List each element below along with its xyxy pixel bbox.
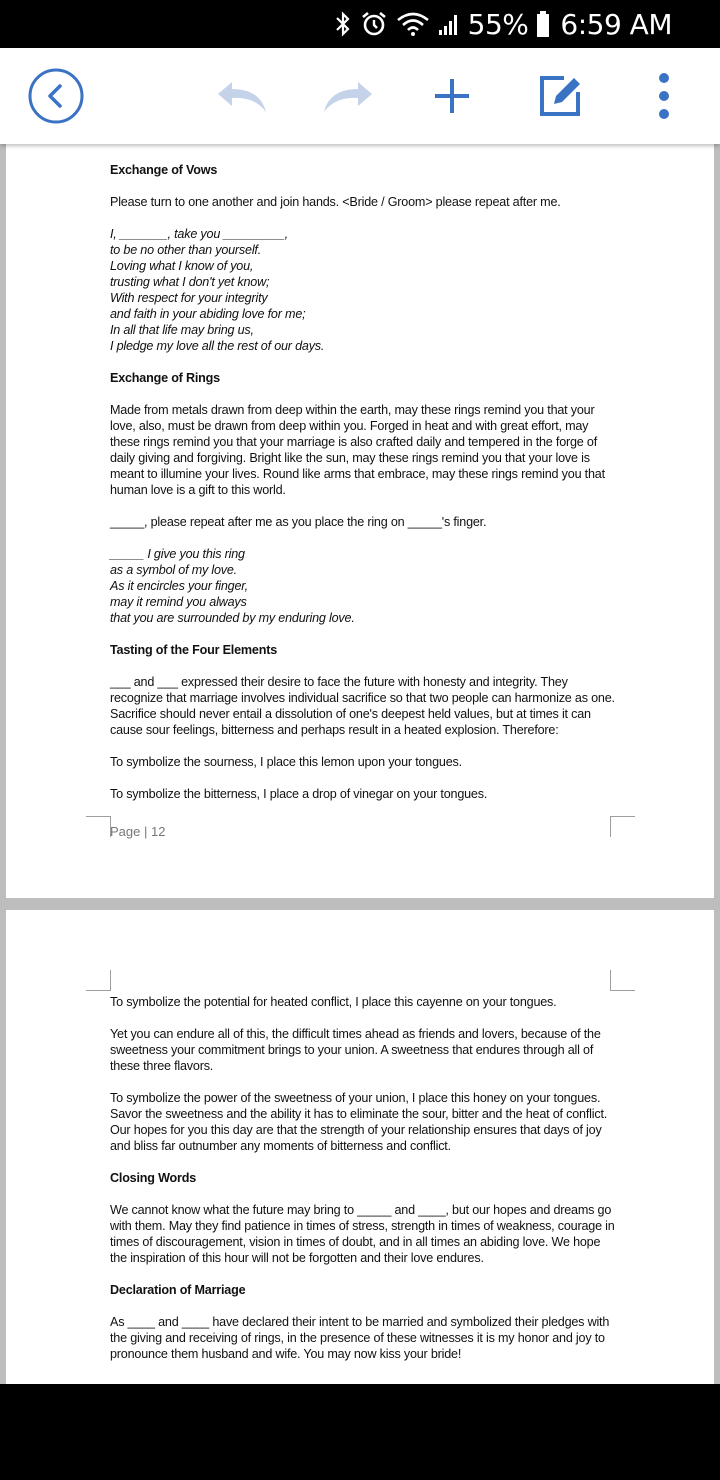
heading-exchange-of-vows: Exchange of Vows xyxy=(110,163,218,177)
undo-icon xyxy=(212,76,272,116)
sourness-line: To symbolize the sourness, I place this lemon upon your tongues. xyxy=(110,755,462,769)
margin-corner-mark xyxy=(86,970,111,991)
ring-line: as a symbol of my love. xyxy=(110,563,237,577)
clock: 6:59 AM xyxy=(560,7,672,41)
ring-line: As it encircles your finger, xyxy=(110,579,248,593)
cayenne-line: To symbolize the potential for heated conflict, I place this cayenne on your tongues. xyxy=(110,995,557,1009)
document-page-12 xyxy=(6,144,714,898)
vow-line: and faith in your abiding love for me; xyxy=(110,307,306,321)
margin-corner-mark xyxy=(86,816,111,837)
undo-button[interactable] xyxy=(212,66,272,126)
page-content xyxy=(110,994,620,1378)
add-button[interactable] xyxy=(422,66,482,126)
vow-line: to be no other than yourself. xyxy=(110,243,262,257)
status-bar xyxy=(0,0,720,48)
redo-icon xyxy=(318,76,378,116)
navigation-area xyxy=(0,1384,720,1480)
ring-line: that you are surrounded by my enduring love. xyxy=(110,611,355,625)
vow-line: I, _______, take you _________, xyxy=(110,227,288,241)
ring-line: may it remind you always xyxy=(110,595,247,609)
page-footer: Page | 12 xyxy=(110,824,166,839)
vow-line: trusting what I don't yet know; xyxy=(110,275,270,289)
redo-button[interactable] xyxy=(318,66,378,126)
edit-icon xyxy=(536,72,584,120)
elements-paragraph: ___ and ___ expressed their desire to face the future with honesty and integrity. They recognize that marriage involves individual sacrifice so that two people can harmonize as one. Sacrifice should never entail a dissolution of one's deepest held values, but at times it can cause sour feelings, bitterness and perhaps result in a heated explosion. Therefore: xyxy=(110,675,615,737)
vow-line: I pledge my love all the rest of our days. xyxy=(110,339,325,353)
battery-percent: 55% xyxy=(467,7,529,41)
more-options-button[interactable] xyxy=(634,66,694,126)
ring-line: _____ I give you this ring xyxy=(110,547,245,561)
vows-intro: Please turn to one another and join hands. <Bride / Groom> please repeat after me. xyxy=(110,195,561,209)
heading-closing-words: Closing Words xyxy=(110,1171,197,1185)
vows-block xyxy=(110,226,620,354)
closing-paragraph: We cannot know what the future may bring to _____ and ____, but our hopes and dreams go with them. May they find patience in times of stress, strength in times of weakness, courage in times of discouragement, vision in times of doubt, and in all times an abiding love. We hope the inspiration of this hour will not be forgotten and their love endures. xyxy=(110,1203,615,1265)
bluetooth-icon xyxy=(334,10,352,38)
declaration-paragraph: As ____ and ____ have declared their intent to be married and symbolized their pledges with the giving and receiving of rings, in the presence of these witnesses it is my honor and joy to pronounce them husband and wife. You may now kiss your bride! xyxy=(110,1315,610,1361)
heading-four-elements: Tasting of the Four Elements xyxy=(110,643,277,657)
rings-instruction: _____, please repeat after me as you place the ring on _____'s finger. xyxy=(110,515,487,529)
bitterness-line: To symbolize the bitterness, I place a drop of vinegar on your tongues. xyxy=(110,787,488,801)
heading-exchange-of-rings: Exchange of Rings xyxy=(110,371,220,385)
margin-corner-mark xyxy=(610,970,635,991)
toolbar xyxy=(0,48,720,144)
battery-icon xyxy=(536,10,550,38)
document-viewer[interactable] xyxy=(0,144,720,1384)
edit-button[interactable] xyxy=(530,66,590,126)
more-vertical-icon xyxy=(656,72,672,120)
honey-paragraph: To symbolize the power of the sweetness of your union, I place this honey on your tongues. Savor the sweetness and the ability it has to eliminate the sour, bitter and the heat of conflict. Our hopes for you this day are that the strength of your relationship ensures that days of joy and bliss far outnumber any moments of bitterness and conflict. xyxy=(110,1091,608,1153)
vow-line: In all that life may bring us, xyxy=(110,323,254,337)
vow-line: With respect for your integrity xyxy=(110,291,268,305)
page-content xyxy=(110,162,620,818)
margin-corner-mark xyxy=(610,816,635,837)
alarm-icon xyxy=(360,10,388,38)
document-page-13 xyxy=(6,910,714,1384)
wifi-icon xyxy=(396,11,430,37)
endure-paragraph: Yet you can endure all of this, the difficult times ahead as friends and lovers, because of the sweetness your commitment brings to your union. A sweetness that endures through all of these three flavors. xyxy=(110,1027,601,1073)
vow-line: Loving what I know of you, xyxy=(110,259,254,273)
rings-paragraph: Made from metals drawn from deep within the earth, may these rings remind you that your love, also, must be drawn from deep within you. Forged in heat and with great effort, may these rings remind you that your marriage is also crafted daily and tempered in the forge of daily giving and forgiving. Bright like the sun, may these rings remind you that your love is meant to illumine your lives. Round like arms that embrace, may these rings remind you that human love is a gift to this world. xyxy=(110,403,605,497)
plus-icon xyxy=(432,76,472,116)
heading-declaration: Declaration of Marriage xyxy=(110,1283,246,1297)
back-circle-icon xyxy=(27,67,85,125)
signal-icon xyxy=(438,12,460,36)
back-button[interactable] xyxy=(26,66,86,126)
rings-block xyxy=(110,546,620,626)
